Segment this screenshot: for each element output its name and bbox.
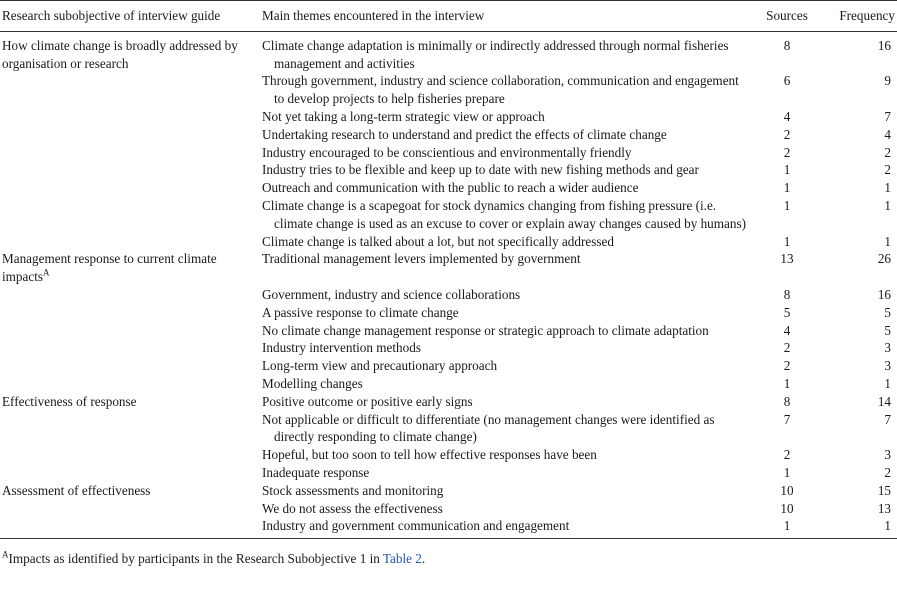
frequency-cell: 7: [884, 108, 891, 124]
sources-cell: 2: [783, 340, 791, 356]
subobjective-cell: [0, 482, 262, 500]
frequency-cell: 3: [884, 358, 891, 374]
table-row: [0, 250, 897, 286]
header-frequency: Frequency: [818, 1, 897, 32]
theme-cell: [262, 517, 756, 538]
frequency-cell: 2: [884, 144, 891, 160]
subobjective-cell: [0, 250, 262, 286]
theme-text: Government, industry and science collaborations: [262, 286, 521, 302]
theme-text: A passive response to climate change: [262, 304, 459, 320]
theme-text: Industry intervention methods: [262, 340, 421, 356]
subobjective-cell: [0, 304, 262, 322]
theme-cell: [262, 357, 756, 375]
frequency-cell: 15: [877, 482, 891, 498]
table-row: [0, 31, 897, 72]
subobjective-cell: [0, 144, 262, 162]
theme-cell: [262, 411, 756, 447]
subobjective-cell: [0, 286, 262, 304]
theme-cell: [262, 31, 756, 72]
theme-text: Not yet taking a long-term strategic view or approach: [262, 108, 545, 124]
theme-text: Not applicable or difficult to differentiate (no management changes were identified as directly responding to climate change): [262, 411, 715, 445]
subobjective-text: How climate change is broadly addressed by organisation or research: [2, 37, 238, 71]
subobjective-cell: [0, 233, 262, 251]
subobjective-cell: [0, 446, 262, 464]
theme-text: Modelling changes: [262, 375, 363, 391]
subobjective-cell: [0, 31, 262, 72]
theme-text: Stock assessments and monitoring: [262, 482, 444, 498]
sources-cell: 4: [783, 322, 791, 338]
sources-cell: 13: [780, 251, 794, 267]
theme-cell: [262, 179, 756, 197]
header-themes: Main themes encountered in the interview: [262, 1, 756, 32]
subobjective-cell: [0, 500, 262, 518]
subobjective-cell: [0, 517, 262, 538]
table-footnote: [0, 551, 897, 567]
theme-text: Positive outcome or positive early signs: [262, 393, 473, 409]
theme-text: Inadequate response: [262, 464, 370, 480]
table-body: [0, 31, 897, 538]
frequency-cell: 16: [877, 37, 891, 53]
theme-cell: [262, 304, 756, 322]
theme-text: Industry encouraged to be conscientious and environmentally friendly: [262, 144, 632, 160]
theme-text: Undertaking research to understand and predict the effects of climate change: [262, 126, 667, 142]
table-row: [0, 161, 897, 179]
sources-cell: 10: [780, 500, 794, 516]
subobjective-cell: [0, 357, 262, 375]
table-row: [0, 233, 897, 251]
theme-text: Climate change adaptation is minimally or indirectly addressed through normal fisheries management and activities: [262, 37, 729, 71]
table-row: [0, 517, 897, 538]
table-row: [0, 322, 897, 340]
subobjective-text: Management response to current climate impacts: [2, 251, 217, 285]
sources-cell: 8: [783, 393, 791, 409]
frequency-cell: 3: [884, 340, 891, 356]
table-row: [0, 446, 897, 464]
header-subobjective: Research subobjective of interview guide: [0, 1, 262, 32]
footnote-end: .: [421, 551, 426, 567]
sources-cell: 4: [783, 108, 791, 124]
sources-cell: 7: [783, 411, 791, 427]
theme-text: No climate change management response or strategic approach to climate adaptation: [262, 322, 709, 338]
subobjective-cell: [0, 322, 262, 340]
table-row: [0, 144, 897, 162]
sources-cell: 1: [783, 233, 791, 249]
frequency-cell: 16: [877, 286, 891, 302]
frequency-cell: 14: [877, 393, 891, 409]
theme-cell: [262, 482, 756, 500]
sources-cell: 1: [783, 464, 791, 480]
sources-cell: 10: [780, 482, 794, 498]
frequency-cell: 1: [818, 517, 897, 538]
theme-text: Climate change is talked about a lot, but not specifically addressed: [262, 233, 614, 249]
table-row: [0, 464, 897, 482]
frequency-cell: 1: [884, 233, 891, 249]
table-row: [0, 339, 897, 357]
theme-cell: [262, 464, 756, 482]
sources-cell: 1: [783, 197, 791, 213]
theme-cell: [262, 286, 756, 304]
frequency-cell: 1: [884, 180, 891, 196]
frequency-cell: 26: [877, 251, 891, 267]
theme-text: Traditional management levers implemented by government: [262, 251, 581, 267]
table-header-row: [0, 1, 897, 32]
table-row: [0, 375, 897, 393]
theme-text: Climate change is a scapegoat for stock dynamics changing from fishing pressure (i.e. climate change is used as an excuse to cover or explain away changes caused by humans): [262, 197, 747, 231]
table-row: [0, 357, 897, 375]
frequency-cell: 5: [884, 322, 891, 338]
table-row: [0, 72, 897, 108]
table-row: [0, 482, 897, 500]
table-row: [0, 393, 897, 411]
subobjective-cell: [0, 108, 262, 126]
subobjective-cell: [0, 126, 262, 144]
frequency-cell: 13: [877, 500, 891, 516]
theme-cell: [262, 197, 756, 233]
theme-cell: [262, 72, 756, 108]
theme-text: Hopeful, but too soon to tell how effective responses have been: [262, 447, 597, 463]
sources-cell: 1: [783, 375, 791, 391]
theme-cell: [262, 322, 756, 340]
frequency-cell: 7: [884, 411, 891, 427]
footnote-text: Impacts as identified by participants in the Research Subobjective 1 in: [8, 551, 383, 567]
sources-cell: 2: [783, 144, 791, 160]
theme-cell: [262, 375, 756, 393]
footnote-reference: A: [43, 267, 50, 278]
sources-cell: 1: [756, 517, 818, 538]
frequency-cell: 2: [884, 162, 891, 178]
sources-cell: 2: [783, 358, 791, 374]
subobjective-cell: [0, 411, 262, 447]
theme-cell: [262, 126, 756, 144]
subobjective-cell: [0, 339, 262, 357]
theme-text: Through government, industry and science collaboration, communication and engagement to develop projects to help fisheries prepare: [262, 73, 739, 107]
theme-text: We do not assess the effectiveness: [262, 500, 443, 516]
table-row: [0, 411, 897, 447]
table-row: [0, 179, 897, 197]
sources-cell: 6: [783, 73, 791, 89]
theme-cell: [262, 339, 756, 357]
theme-text: Outreach and communication with the public to reach a wider audience: [262, 180, 639, 196]
theme-text: Long-term view and precautionary approach: [262, 358, 498, 374]
theme-cell: [262, 108, 756, 126]
subobjective-text: Effectiveness of response: [2, 393, 137, 409]
theme-cell: [262, 144, 756, 162]
sources-cell: 8: [783, 286, 791, 302]
theme-cell: [262, 233, 756, 251]
sources-cell: 1: [783, 162, 791, 178]
frequency-cell: 9: [884, 73, 891, 89]
subobjective-cell: [0, 179, 262, 197]
subobjective-cell: [0, 464, 262, 482]
subobjective-cell: [0, 197, 262, 233]
subobjective-cell: [0, 393, 262, 411]
theme-cell: [262, 250, 756, 286]
sources-cell: 8: [783, 37, 791, 53]
subobjective-cell: [0, 72, 262, 108]
theme-cell: [262, 161, 756, 179]
table-row: [0, 500, 897, 518]
theme-text: Industry tries to be flexible and keep up to date with new fishing methods and gear: [262, 162, 699, 178]
theme-text: Industry and government communication and engagement: [262, 518, 570, 534]
frequency-cell: 3: [884, 447, 891, 463]
sources-cell: 2: [783, 126, 791, 142]
frequency-cell: 4: [884, 126, 891, 142]
frequency-cell: 2: [884, 464, 891, 480]
table-row: [0, 286, 897, 304]
frequency-cell: 1: [884, 375, 891, 391]
table-row: [0, 108, 897, 126]
theme-cell: [262, 500, 756, 518]
frequency-cell: 1: [884, 197, 891, 213]
theme-cell: [262, 393, 756, 411]
sources-cell: 5: [783, 304, 791, 320]
subobjective-cell: [0, 375, 262, 393]
subobjective-cell: [0, 161, 262, 179]
sources-cell: 2: [783, 447, 791, 463]
table-2-link[interactable]: Table 2: [382, 551, 422, 567]
header-sources: Sources: [756, 1, 818, 32]
sources-cell: 1: [783, 180, 791, 196]
table-row: [0, 304, 897, 322]
subobjective-text: Assessment of effectiveness: [2, 482, 151, 498]
table-row: [0, 197, 897, 233]
theme-cell: [262, 446, 756, 464]
footnote-marker: A: [2, 549, 9, 560]
frequency-cell: 5: [884, 304, 891, 320]
table-row: [0, 126, 897, 144]
